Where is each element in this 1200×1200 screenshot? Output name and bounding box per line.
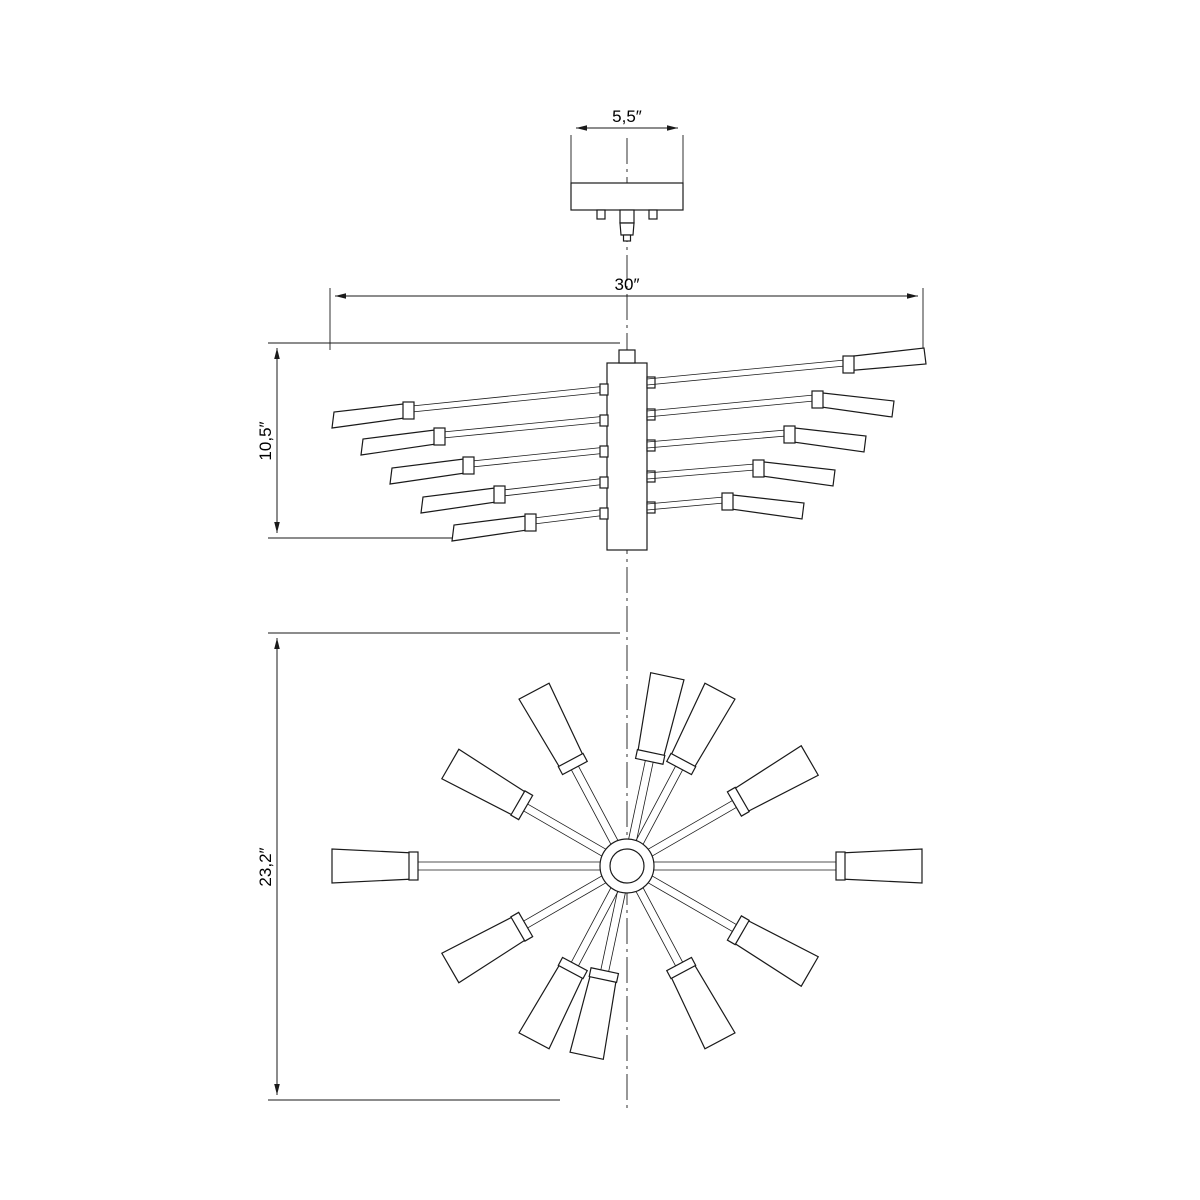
right-arm-group [647,348,926,519]
plan-arm [654,849,922,883]
plan-arm [642,865,818,986]
plan-arm [625,683,735,850]
plan-arm [625,882,735,1049]
canopy-width-label: 5,5″ [612,107,642,126]
overall-height-label: 10,5″ [256,421,275,461]
plan-arm [442,865,612,983]
plan-diameter-label: 23,2″ [256,847,275,887]
plan-arm [519,683,629,850]
front-elevation-view [332,348,926,550]
plan-arm [519,882,629,1049]
overall-width-label: 30″ [614,275,640,294]
left-arm-group [332,386,607,541]
plan-view-dimensions [268,633,620,1100]
plan-arm [332,849,600,883]
plan-arm [442,749,612,867]
plan-arm [642,746,818,867]
